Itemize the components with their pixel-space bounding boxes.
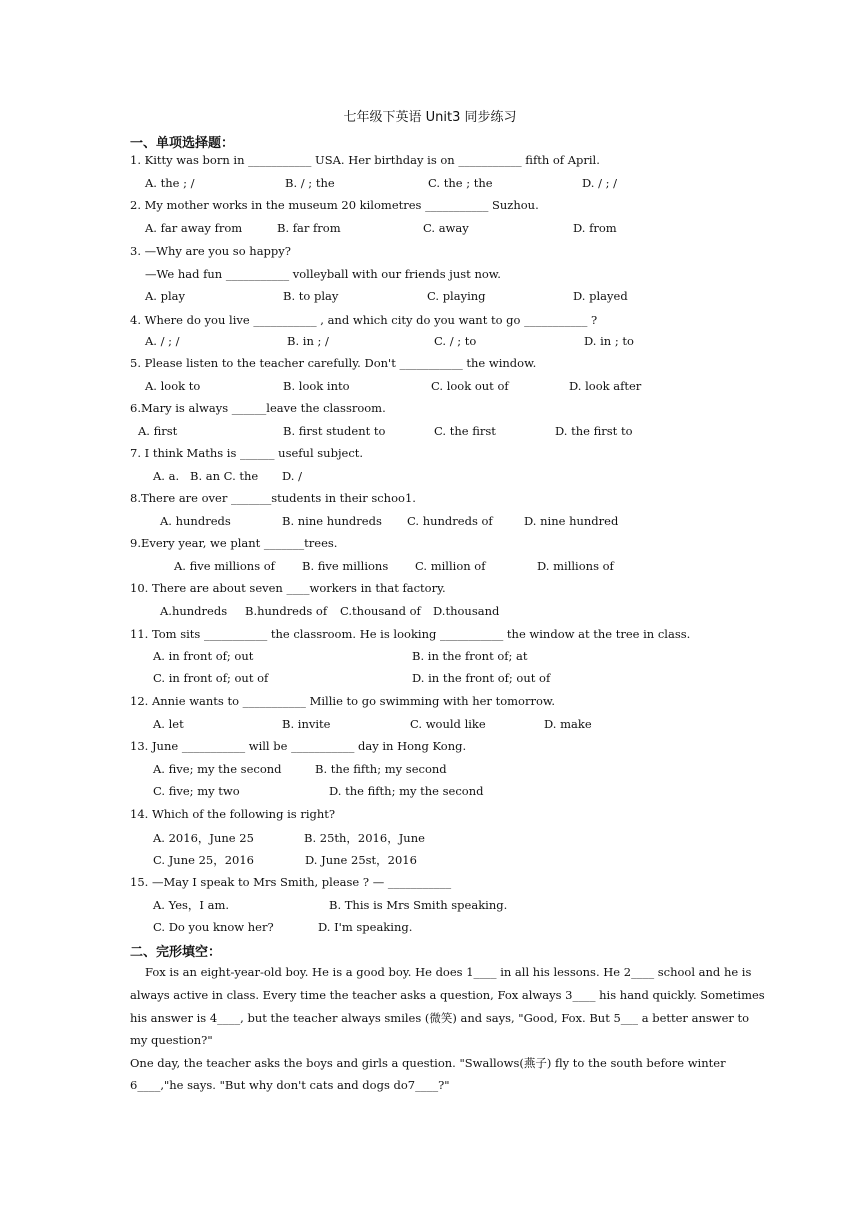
- q9-option-b: B. five millions: [302, 559, 389, 573]
- q8-option-a: A. hundreds: [160, 514, 231, 528]
- question-4: 4. Where do you live ___________ , and which city do you want to go ___________ ?: [130, 313, 598, 327]
- q14-option-c: C. June 25，2016: [153, 853, 254, 867]
- question-1: 1. Kitty was born in ___________ USA. Her birthday is on ___________ fifth of April.: [130, 153, 600, 167]
- q14-option-b: B. 25th，2016，June: [304, 831, 425, 845]
- q9-option-d: D. millions of: [537, 559, 614, 573]
- page-title: 七年级下英语 Unit3 同步练习: [343, 110, 517, 125]
- q10-option-c: C.thousand of: [340, 604, 421, 618]
- q2-option-b: B. far from: [277, 221, 341, 235]
- q6-option-b: B. first student to: [283, 424, 386, 438]
- q14-option-a: A. 2016，June 25: [153, 831, 254, 845]
- q11-option-c: C. in front of; out of: [153, 671, 269, 685]
- passage-line-4: my question?": [130, 1033, 213, 1047]
- question-7: 7. I think Maths is ______ useful subject.: [130, 446, 364, 460]
- passage-line-5: One day, the teacher asks the boys and girls a question. "Swallows(燕子) fly to the south before winter: [130, 1056, 726, 1070]
- q8-option-b: B. nine hundreds: [282, 514, 382, 528]
- q4-option-a: A. / ; /: [145, 334, 180, 348]
- question-5: 5. Please listen to the teacher carefully. Don't ___________ the window.: [130, 356, 537, 370]
- q11-option-b: B. in the front of; at: [412, 649, 528, 663]
- q6-option-a: A. first: [138, 424, 178, 438]
- question-13: 13. June ___________ will be ___________ day in Hong Kong.: [130, 739, 467, 753]
- question-3-line-2: —We had fun ___________ volleyball with our friends just now.: [145, 267, 501, 281]
- q15-option-b: B. This is Mrs Smith speaking.: [329, 898, 508, 912]
- q5-option-a: A. look to: [145, 379, 201, 393]
- question-2: 2. My mother works in the museum 20 kilometres ___________ Suzhou.: [130, 198, 539, 212]
- q11-option-a: A. in front of; out: [153, 649, 254, 663]
- q11-option-d: D. in the front of; out of: [412, 671, 551, 685]
- q2-option-d: D. from: [573, 221, 617, 235]
- q8-option-c: C. hundreds of: [407, 514, 493, 528]
- question-10: 10. There are about seven ____workers in that factory.: [130, 581, 446, 595]
- q3-option-a: A. play: [145, 289, 186, 303]
- q4-option-b: B. in ; /: [287, 334, 329, 348]
- section-heading-multiple-choice: 一、单项选择题：: [130, 136, 235, 151]
- q3-option-d: D. played: [573, 289, 628, 303]
- q5-option-c: C. look out of: [431, 379, 509, 393]
- q7-option-b: B. an C. the: [190, 469, 259, 483]
- q6-option-c: C. the first: [434, 424, 496, 438]
- q12-option-b: B. invite: [282, 717, 331, 731]
- q3-option-c: C. playing: [427, 289, 486, 303]
- q12-option-d: D. make: [544, 717, 592, 731]
- q4-option-c: C. / ; to: [434, 334, 477, 348]
- question-11: 11. Tom sits ___________ the classroom. He is looking ___________ the window at the tree in class.: [130, 627, 691, 641]
- q1-option-c: C. the ; the: [428, 176, 493, 190]
- question-8: 8.There are over _______students in their schoo1.: [130, 491, 416, 505]
- q1-option-a: A. the ; /: [145, 176, 195, 190]
- q12-option-a: A. let: [153, 717, 184, 731]
- q13-option-d: D. the fifth; my the second: [329, 784, 484, 798]
- question-3: 3. —Why are you so happy?: [130, 244, 291, 258]
- q13-option-b: B. the fifth; my second: [315, 762, 447, 776]
- q5-option-b: B. look into: [283, 379, 350, 393]
- passage-line-6: 6____,"he says. "But why don't cats and dogs do7____?": [130, 1078, 450, 1092]
- q15-option-d: D. I'm speaking.: [318, 920, 413, 934]
- q13-option-c: C. five; my two: [153, 784, 240, 798]
- passage-line-2: always active in class. Every time the teacher asks a question, Fox always 3____ his hand quickly. Sometimes: [130, 988, 765, 1002]
- passage-line-1: Fox is an eight-year-old boy. He is a good boy. He does 1____ in all his lessons. He 2____ school and he is: [145, 965, 752, 979]
- question-14: 14. Which of the following is right?: [130, 807, 336, 821]
- q7-option-a: A. a.: [153, 469, 180, 483]
- q12-option-c: C. would like: [410, 717, 486, 731]
- q8-option-d: D. nine hundred: [524, 514, 619, 528]
- q6-option-d: D. the first to: [555, 424, 633, 438]
- question-12: 12. Annie wants to ___________ Millie to go swimming with her tomorrow.: [130, 694, 556, 708]
- q15-option-a: A. Yes，I am.: [153, 898, 230, 912]
- q9-option-a: A. five millions of: [174, 559, 275, 573]
- q1-option-d: D. / ; /: [582, 176, 618, 190]
- q15-option-c: C. Do you know her?: [153, 920, 274, 934]
- q4-option-d: D. in ; to: [584, 334, 634, 348]
- q13-option-a: A. five; my the second: [153, 762, 282, 776]
- question-6: 6.Mary is always ______leave the classroom.: [130, 401, 386, 415]
- q10-option-a: A.hundreds: [160, 604, 228, 618]
- q7-option-d: D. /: [282, 469, 302, 483]
- q3-option-b: B. to play: [283, 289, 339, 303]
- q10-option-b: B.hundreds of: [245, 604, 328, 618]
- section-heading-cloze: 二、完形填空：: [130, 945, 222, 960]
- q14-option-d: D. June 25st，2016: [305, 853, 417, 867]
- q2-option-c: C. away: [423, 221, 469, 235]
- question-9: 9.Every year, we plant _______trees.: [130, 536, 338, 550]
- q10-option-d: D.thousand: [433, 604, 500, 618]
- q5-option-d: D. look after: [569, 379, 642, 393]
- q9-option-c: C. million of: [415, 559, 486, 573]
- q2-option-a: A. far away from: [145, 221, 243, 235]
- q1-option-b: B. / ; the: [285, 176, 335, 190]
- question-15: 15. —May I speak to Mrs Smith, please ? — ___________: [130, 875, 452, 889]
- passage-line-3: his answer is 4____, but the teacher always smiles (微笑) and says, "Good, Fox. But 5___ a better answer to: [130, 1011, 750, 1025]
